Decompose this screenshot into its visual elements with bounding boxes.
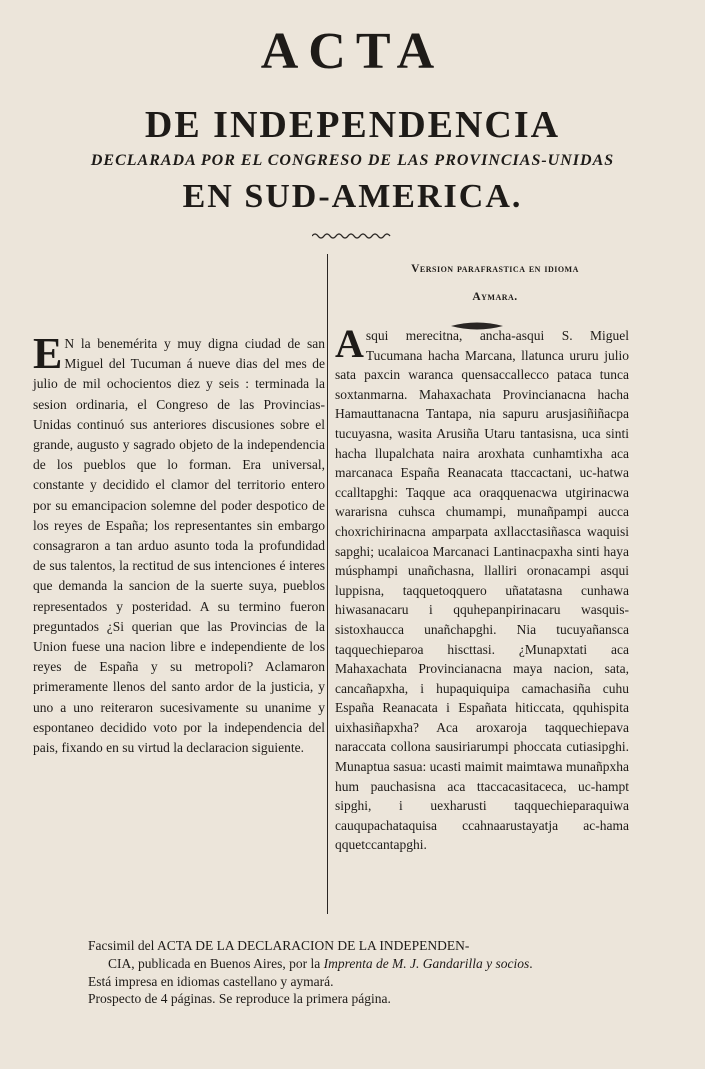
caption-line-2-prefix: CIA, publicada en Buenos Aires, por la [108, 955, 324, 971]
aymara-version-heading: Version parafrastica en idioma [411, 263, 579, 275]
caption-printer-name: Imprenta de M. J. Gandarilla y socios [323, 955, 530, 971]
caption-line-2 [88, 955, 598, 973]
column-divider [327, 254, 328, 914]
drop-cap-e: E [33, 329, 63, 378]
aymara-body-text: squi merecitna, ancha-asqui S. Miguel Tucumana hacha Marcana, llatunca ururu julio sata paxcin waranca quensaccallecco pataca tunca soxtanmarna. Mahaxachata Provincianacna hacha Hamauttanacna Tantapa, nia sapuru arusjasiñiñacpa tucuyasna, wasita Arusiña Utaru tantasisna, uca sinti hacha llupalchata naira aroxhata cunhamtixha aca marcanaca España Reanacata ttaccactani, uc-hatwa ccalltapghi: Taqque aca oraqquenacwa utgirinacwa wararisna cuhsca chumampi, munañpampi aucca choxrichirinacna amparpata axllacctasiñasca waquisi sapghi; ucalaicoa Marcanaci Lantinacpaxha sinti haya músphampi unañchasna, llalliri oronacampi asqui luppisna, taqquetoqquero uñatatasna cunhawa hiwasanacaru i qquhepanpirinacaru wasquis-sistoxhaucca unañchapghi. Nia tucuyañansca taqquechieparoa hiscttasi. ¿Munapxtati aca Mahaxachata Provincianacna maya nacion, sata, cancañapxha, i hupaquiquipa camachasiña cuhu España Reanacata i Españata hiticcata, qquhispita uixhasiñapxha? Aca aroxaroja taqquechiepava naraccata collona sausiriarumpi phoccata cutiasipghi. Munaptua sasua: ucasti maimit maimtawa munañpxha hum pauchasisna aca ttaccacasitaceca, uc-hampt sipghi, i uexharusti taqquechieparaquiwa cauqupachataquisa ccahnaarustayatja ac-hama qquetccantapghi. [335, 328, 629, 853]
aymara-language-heading: Aymara. [472, 291, 518, 303]
caption-line-2-suffix: . [529, 955, 533, 971]
spanish-text-column [33, 329, 325, 758]
facsimile-caption [88, 937, 598, 1008]
aymara-text-column [335, 321, 629, 855]
caption-line-3: Está impresa en idiomas castellano y aymará. [88, 973, 334, 989]
title-de-independencia: DE INDEPENDENCIA [144, 104, 561, 146]
caption-line-4: Prospecto de 4 páginas. Se reproduce la primera página. [88, 991, 391, 1007]
wavy-ornament-icon [312, 232, 392, 240]
subtitle-declarada: DECLARADA POR EL CONGRESO DE LAS PROVINCIAS-UNIDAS [90, 152, 615, 169]
title-acta: ACTA [260, 23, 445, 80]
spanish-body-text: N la benemérita y muy digna ciudad de san Miguel del Tucuman á nueve dias del mes de julio de mil ochocientos diez y seis : terminada la sesion ordinaria, el Congreso de las Provincias-Unidas continuó sus anteriores discusiones sobre el grande, augusto y sagrado objeto de la independencia de los pueblos que lo forman. Era universal, constante y decidido el clamor del territorio entero por su emancipacion solemne del poder despotico de los reyes de España; los representantes sin embargo consagraron a tan arduo asunto toda la profundidad de sus talentos, la rectitud de sus intenciones é interes que demanda la sancion de la suerte suya, pueblos representados y posteridad. A su termino fueron preguntados ¿Si querian que las Provincias de la Union fuese una nacion libre e independiente de los reyes de España y su metropoli? Aclamaron primeramente llenos del santo ardor de la justicia, y uno a uno reiteraron sucesivamente su unanime y espontaneo decidido voto por la independencia del pais, fixando en su virtud la declaracion siguiente. [33, 336, 325, 756]
title-sud-america: EN SUD-AMERICA. [182, 178, 523, 215]
caption-line-1: Facsimil del ACTA DE LA DECLARACION DE LA INDEPENDEN- [88, 938, 470, 953]
drop-cap-a: A [335, 321, 364, 366]
